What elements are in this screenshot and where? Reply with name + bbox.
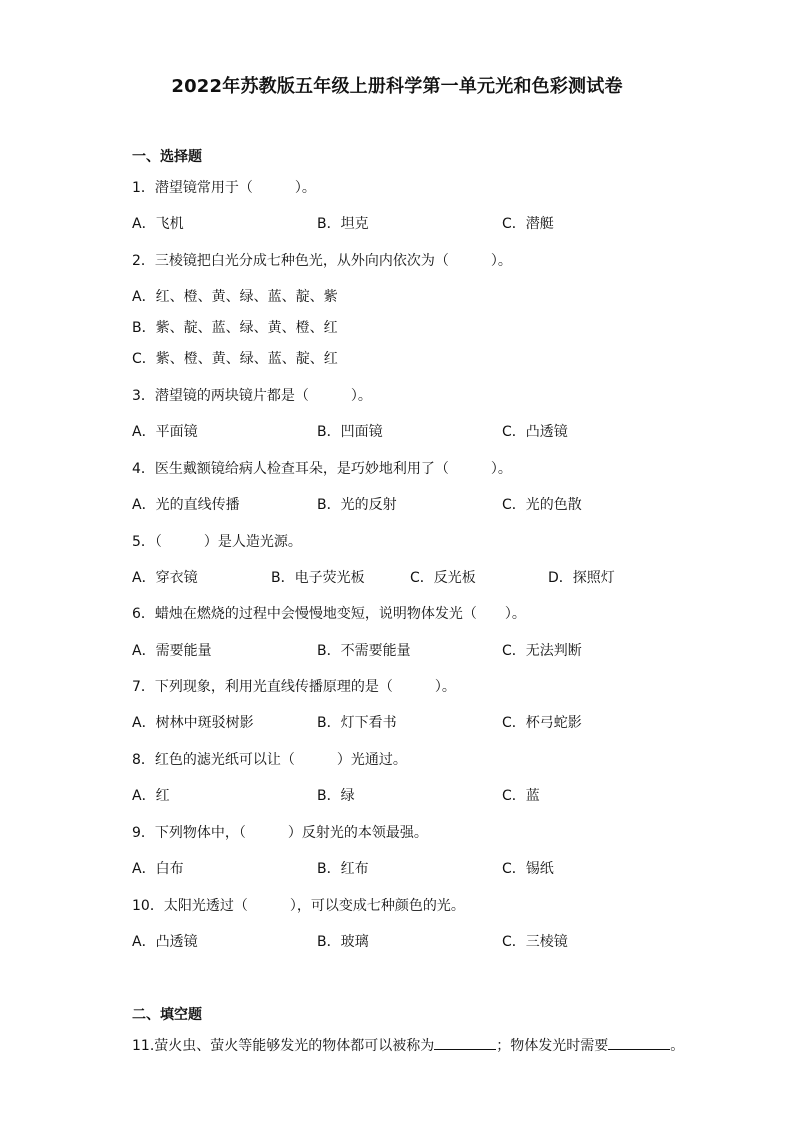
option: A．红 bbox=[132, 788, 170, 804]
option: C．潜艇 bbox=[502, 216, 554, 232]
option: A．需要能量 bbox=[132, 643, 212, 659]
option: C．三棱镜 bbox=[502, 934, 568, 950]
option: B．不需要能量 bbox=[317, 643, 411, 659]
question-stem: 4．医生戴额镜给病人检查耳朵，是巧妙地利用了（ ）。 bbox=[132, 461, 512, 477]
fill-text: 。 bbox=[670, 1038, 685, 1054]
option: A．树林中斑驳树影 bbox=[132, 715, 254, 731]
option: D．探照灯 bbox=[548, 570, 615, 586]
question-stem: 6．蜡烛在燃烧的过程中会慢慢地变短，说明物体发光（ ）。 bbox=[132, 606, 526, 622]
option: B．红布 bbox=[317, 861, 369, 877]
question-stem: 3．潜望镜的两块镜片都是（ ）。 bbox=[132, 388, 372, 404]
option: B．绿 bbox=[317, 788, 355, 804]
option: A．凸透镜 bbox=[132, 934, 198, 950]
fill-text: 11.萤火虫、萤火等能够发光的物体都可以被称为 bbox=[132, 1038, 435, 1054]
section-heading-choice: 一、选择题 bbox=[132, 149, 202, 165]
option: A．白布 bbox=[132, 861, 184, 877]
question-stem: 10．太阳光透过（ ），可以变成七种颜色的光。 bbox=[132, 898, 465, 914]
option: B．光的反射 bbox=[317, 497, 397, 513]
answer-blank[interactable] bbox=[434, 1035, 496, 1050]
option: C．光的色散 bbox=[502, 497, 582, 513]
fill-text: ；物体发光时需要 bbox=[496, 1038, 609, 1054]
option: B．坦克 bbox=[317, 216, 369, 232]
question-stem: 2．三棱镜把白光分成七种色光，从外向内依次为（ ）。 bbox=[132, 253, 512, 269]
question-stem: 5．（ ）是人造光源。 bbox=[132, 534, 302, 550]
option: C．反光板 bbox=[410, 570, 476, 586]
question-stem: 7．下列现象，利用光直线传播原理的是（ ）。 bbox=[132, 679, 456, 695]
section-heading-fill: 二、填空题 bbox=[132, 1007, 202, 1023]
option: A．平面镜 bbox=[132, 424, 198, 440]
option: C．无法判断 bbox=[502, 643, 582, 659]
option: A．飞机 bbox=[132, 216, 184, 232]
option: B．玻璃 bbox=[317, 934, 369, 950]
question-stem: 8．红色的滤光纸可以让（ ）光通过。 bbox=[132, 752, 407, 768]
option: C．锡纸 bbox=[502, 861, 554, 877]
option: C．蓝 bbox=[502, 788, 540, 804]
option: C．凸透镜 bbox=[502, 424, 568, 440]
option: A．红、橙、黄、绿、蓝、靛、紫 bbox=[132, 289, 338, 305]
option: B．紫、靛、蓝、绿、黄、橙、红 bbox=[132, 320, 338, 336]
option: A．穿衣镜 bbox=[132, 570, 198, 586]
option: C．紫、橙、黄、绿、蓝、靛、红 bbox=[132, 351, 338, 367]
page-title: 2022年苏教版五年级上册科学第一单元光和色彩测试卷 bbox=[171, 76, 623, 97]
question-stem: 9．下列物体中，（ ）反射光的本领最强。 bbox=[132, 825, 428, 841]
option: A．光的直线传播 bbox=[132, 497, 240, 513]
option: B．凹面镜 bbox=[317, 424, 383, 440]
option: C．杯弓蛇影 bbox=[502, 715, 582, 731]
answer-blank[interactable] bbox=[608, 1035, 670, 1050]
question-stem: 1．潜望镜常用于（ ）。 bbox=[132, 180, 316, 196]
option: B．电子荧光板 bbox=[271, 570, 365, 586]
option: B．灯下看书 bbox=[317, 715, 397, 731]
fill-question-11 bbox=[132, 1035, 684, 1055]
